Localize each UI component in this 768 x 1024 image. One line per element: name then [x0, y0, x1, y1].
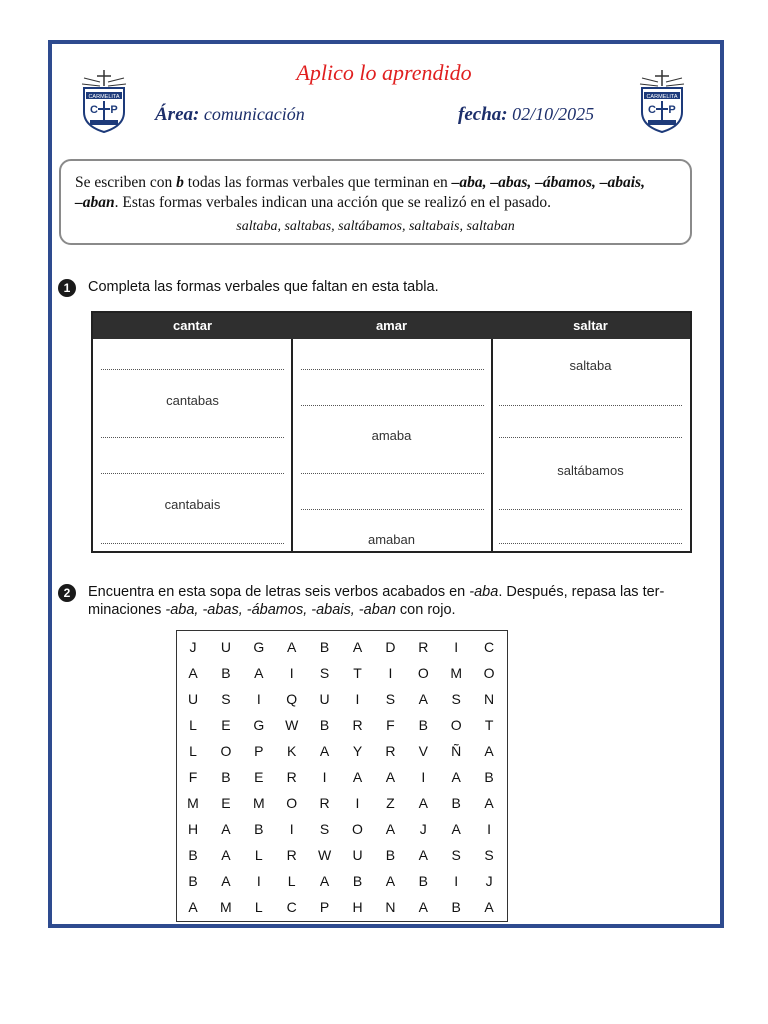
exercise-1-instruction: Completa las formas verbales que faltan en esta tabla.: [88, 279, 439, 295]
grid-row: [177, 868, 506, 894]
blank-line-cantar-4[interactable]: [101, 473, 284, 474]
grid-letter[interactable]: A: [418, 691, 428, 707]
grid-letter[interactable]: B: [451, 899, 461, 915]
grid-letter[interactable]: I: [355, 795, 360, 811]
grid-letter[interactable]: M: [450, 665, 463, 681]
grid-letter[interactable]: B: [352, 873, 363, 889]
grid-letter[interactable]: L: [254, 899, 263, 915]
grid-letter[interactable]: O: [352, 821, 363, 837]
grid-row: [177, 764, 506, 790]
grid-letter[interactable]: F: [188, 769, 198, 785]
grid-row: [177, 712, 506, 738]
column-divider: [291, 339, 293, 551]
grid-letter[interactable]: O: [417, 665, 429, 681]
grid-letter[interactable]: R: [385, 743, 396, 759]
grid-letter[interactable]: S: [221, 691, 231, 707]
grid-letter[interactable]: A: [385, 873, 396, 889]
rule-box: [59, 159, 692, 245]
grid-row: [177, 686, 506, 712]
grid-letter[interactable]: C: [286, 899, 297, 915]
grid-letter[interactable]: A: [385, 769, 396, 785]
grid-letter[interactable]: A: [451, 769, 461, 785]
grid-letter[interactable]: N: [484, 691, 495, 707]
grid-letter[interactable]: I: [256, 873, 261, 889]
grid-letter[interactable]: K: [287, 743, 297, 759]
grid-row: [177, 894, 506, 920]
grid-letter[interactable]: B: [221, 665, 231, 681]
svg-text:C: C: [648, 104, 656, 116]
grid-letter[interactable]: B: [319, 717, 330, 733]
grid-letter[interactable]: J: [485, 873, 493, 889]
saltar-filled-2: saltábamos: [557, 463, 624, 478]
grid-letter[interactable]: B: [418, 873, 428, 889]
grid-letter[interactable]: L: [254, 847, 263, 863]
grid-letter[interactable]: I: [289, 665, 294, 681]
grid-letter[interactable]: A: [319, 873, 330, 889]
grid-letter[interactable]: S: [451, 847, 461, 863]
grid-letter[interactable]: S: [319, 665, 330, 681]
grid-letter[interactable]: T: [353, 665, 362, 681]
grid-letter[interactable]: B: [451, 795, 461, 811]
grid-letter[interactable]: A: [221, 873, 231, 889]
grid-letter[interactable]: P: [319, 899, 330, 915]
area-label: Área:: [155, 104, 200, 125]
grid-letter[interactable]: I: [388, 665, 393, 681]
grid-letter[interactable]: B: [254, 821, 264, 837]
grid-letter[interactable]: A: [418, 795, 428, 811]
grid-letter[interactable]: E: [254, 769, 264, 785]
grid-letter[interactable]: B: [188, 847, 198, 863]
cantar-filled-1: cantabas: [166, 393, 219, 408]
grid-letter[interactable]: M: [220, 899, 232, 915]
blank-line-saltar-6[interactable]: [499, 543, 682, 544]
grid-row: [177, 660, 506, 686]
grid-letter[interactable]: S: [451, 691, 461, 707]
grid-letter[interactable]: E: [221, 795, 231, 811]
grid-letter[interactable]: A: [352, 639, 363, 655]
grid-letter[interactable]: I: [454, 639, 459, 655]
grid-letter[interactable]: B: [385, 847, 396, 863]
header-saltar: saltar: [573, 318, 608, 333]
grid-letter[interactable]: B: [221, 769, 231, 785]
page-title: Aplico lo aprendido: [296, 60, 472, 85]
grid-row: [177, 790, 506, 816]
blank-line-cantar-6[interactable]: [101, 543, 284, 544]
date-value: 02/10/2025: [512, 104, 595, 124]
grid-letter[interactable]: J: [189, 639, 197, 655]
grid-letter[interactable]: I: [487, 821, 492, 837]
grid-letter[interactable]: Y: [352, 743, 363, 759]
header-cantar: cantar: [172, 318, 213, 333]
grid-letter[interactable]: S: [484, 847, 494, 863]
svg-text:P: P: [668, 104, 676, 116]
grid-letter[interactable]: R: [352, 717, 363, 733]
grid-letter[interactable]: S: [385, 691, 396, 707]
grid-letter[interactable]: L: [189, 743, 197, 759]
area-line: [155, 104, 305, 126]
saltar-filled-1: saltaba: [569, 358, 612, 373]
blank-line-amar-1[interactable]: [301, 369, 484, 370]
grid-letter[interactable]: A: [418, 847, 428, 863]
grid-letter[interactable]: B: [484, 769, 494, 785]
grid-letter[interactable]: A: [484, 795, 494, 811]
grid-letter[interactable]: U: [319, 691, 330, 707]
grid-letter[interactable]: V: [418, 743, 428, 759]
grid-letter[interactable]: Ñ: [451, 743, 462, 759]
blank-line-cantar-1[interactable]: [101, 369, 284, 370]
exercise-1-number: 1: [58, 279, 76, 297]
grid-row: [177, 816, 506, 842]
grid-letter[interactable]: U: [187, 691, 199, 707]
grid-letter[interactable]: R: [319, 795, 330, 811]
grid-letter[interactable]: I: [256, 691, 261, 707]
grid-letter[interactable]: I: [322, 769, 327, 785]
date-line: [458, 104, 594, 126]
grid-letter[interactable]: A: [319, 743, 330, 759]
grid-letter[interactable]: H: [352, 899, 363, 915]
blank-line-amar-2[interactable]: [301, 405, 484, 406]
grid-letter[interactable]: C: [484, 639, 495, 655]
grid-letter[interactable]: R: [286, 769, 297, 785]
grid-letter[interactable]: I: [421, 769, 426, 785]
grid-letter[interactable]: U: [352, 847, 363, 863]
grid-letter[interactable]: A: [188, 665, 198, 681]
grid-letter[interactable]: B: [418, 717, 428, 733]
grid-letter[interactable]: I: [355, 691, 360, 707]
amar-filled-1: amaba: [371, 428, 412, 443]
grid-letter[interactable]: O: [286, 795, 298, 811]
grid-letter[interactable]: L: [189, 717, 197, 733]
grid-letter[interactable]: H: [187, 821, 199, 837]
svg-text:P: P: [110, 104, 118, 116]
grid-letter[interactable]: Z: [386, 795, 395, 811]
grid-letter[interactable]: A: [418, 899, 428, 915]
blank-line-cantar-3[interactable]: [101, 437, 284, 438]
grid-letter[interactable]: A: [484, 743, 494, 759]
grid-letter[interactable]: U: [220, 639, 231, 655]
grid-letter[interactable]: O: [220, 743, 232, 759]
date-label: fecha:: [458, 104, 508, 125]
grid-letter[interactable]: M: [187, 795, 199, 811]
grid-row: [177, 842, 506, 868]
header-amar: amar: [375, 318, 408, 333]
grid-letter[interactable]: I: [454, 873, 459, 889]
grid-letter[interactable]: W: [285, 717, 299, 733]
grid-letter[interactable]: B: [188, 873, 198, 889]
grid-letter[interactable]: O: [450, 717, 462, 733]
grid-letter[interactable]: I: [289, 821, 294, 837]
grid-letter[interactable]: R: [286, 847, 297, 863]
cantar-filled-2: cantabais: [164, 497, 221, 512]
area-value: comunicación: [203, 104, 305, 124]
svg-text:C: C: [90, 104, 98, 116]
grid-letter[interactable]: A: [287, 639, 297, 655]
grid-row: [177, 738, 506, 764]
grid-letter[interactable]: E: [221, 717, 231, 733]
grid-letter[interactable]: F: [386, 717, 395, 733]
word-search-grid: [176, 630, 508, 922]
grid-letter[interactable]: O: [483, 665, 495, 681]
grid-letter[interactable]: B: [319, 639, 330, 655]
grid-letter[interactable]: A: [254, 665, 264, 681]
grid-letter[interactable]: A: [221, 821, 231, 837]
amar-filled-2: amaban: [368, 532, 415, 547]
grid-letter[interactable]: P: [254, 743, 264, 759]
grid-letter[interactable]: A: [385, 821, 396, 837]
verb-table: [91, 311, 692, 553]
grid-letter[interactable]: W: [317, 847, 332, 863]
grid-letter[interactable]: S: [319, 821, 330, 837]
verb-table-header: [93, 313, 690, 339]
grid-letter[interactable]: G: [253, 639, 265, 655]
grid-letter[interactable]: A: [221, 847, 231, 863]
grid-letter[interactable]: D: [385, 639, 396, 655]
grid-letter[interactable]: L: [287, 873, 296, 889]
rule-example: saltaba, saltabas, saltábamos, saltabais, saltaban: [236, 219, 515, 234]
grid-letter[interactable]: A: [188, 899, 198, 915]
blank-line-saltar-5[interactable]: [499, 509, 682, 510]
grid-letter[interactable]: T: [484, 717, 494, 733]
grid-letter[interactable]: M: [252, 795, 265, 811]
logo-text: CARMELITA: [646, 94, 678, 100]
rule-text: Se escriben con b todas las formas verbales que terminan en –aba, –abas, –ábamos, –abais, –aban. Estas formas verbales indican una acción que se realizó en el pasado.: [75, 174, 645, 211]
grid-letter[interactable]: J: [419, 821, 427, 837]
blank-line-saltar-2[interactable]: [499, 405, 682, 406]
exercise-2-instruction: Encuentra en esta sopa de letras seis verbos acabados en -aba. Después, repasa las ter- minaciones -aba, -abas, -ábamos, -abais, -aban con rojo.: [88, 584, 665, 618]
grid-letter[interactable]: N: [385, 899, 396, 915]
blank-line-saltar-3[interactable]: [499, 437, 682, 438]
exercise-2-number: 2: [58, 584, 76, 602]
grid-letter[interactable]: Q: [286, 691, 298, 707]
grid-letter[interactable]: A: [484, 899, 494, 915]
logo-text: CARMELITA: [88, 94, 120, 100]
grid-letter[interactable]: G: [253, 717, 265, 733]
blank-line-amar-4[interactable]: [301, 473, 484, 474]
blank-line-amar-5[interactable]: [301, 509, 484, 510]
grid-letter[interactable]: A: [451, 821, 461, 837]
grid-letter[interactable]: R: [418, 639, 429, 655]
grid-row: [177, 634, 506, 660]
grid-letter[interactable]: A: [352, 769, 363, 785]
